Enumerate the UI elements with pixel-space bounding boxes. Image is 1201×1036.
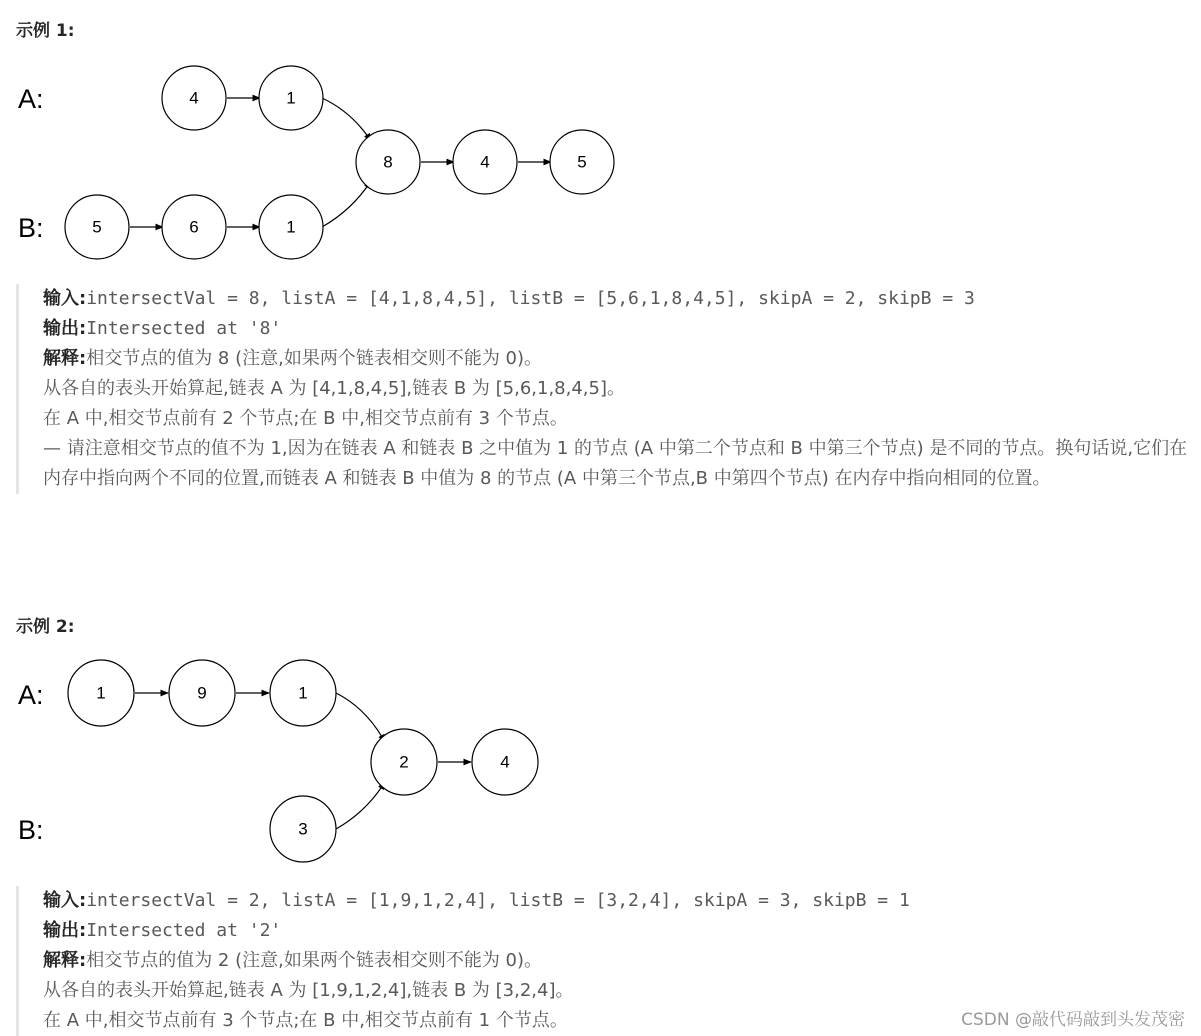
node-value: 8 bbox=[383, 152, 393, 172]
output-label: 输出: bbox=[43, 920, 87, 941]
explain-line: 从各自的表头开始算起,链表 A 为 [1,9,1,2,4],链表 B 为 [3,2,4]。 bbox=[43, 980, 574, 1001]
output-line bbox=[43, 314, 1188, 344]
edge-arrow bbox=[336, 782, 385, 829]
edge-arrow bbox=[336, 693, 385, 742]
example-1-diagram bbox=[0, 60, 640, 270]
input-value: intersectVal = 8, listA = [4,1,8,4,5], listB = [5,6,1,8,4,5], skipA = 2, skipB = 3 bbox=[86, 288, 975, 309]
node-value: 4 bbox=[500, 752, 510, 772]
input-line bbox=[43, 284, 1188, 314]
explain-text: 相交节点的值为 8 (注意,如果两个链表相交则不能为 0)。 bbox=[86, 348, 543, 369]
node-value: 5 bbox=[577, 152, 587, 172]
explain-line: 在 A 中,相交节点前有 3 个节点;在 B 中,相交节点前有 1 个节点。 bbox=[43, 1010, 568, 1031]
example-2-diagram bbox=[0, 655, 640, 865]
explain-line bbox=[43, 946, 1188, 976]
output-value: Intersected at '2' bbox=[86, 920, 282, 941]
list-a-label: A: bbox=[18, 680, 44, 710]
node-value: 3 bbox=[298, 819, 308, 839]
list-node bbox=[270, 796, 336, 862]
node-value: 9 bbox=[197, 683, 207, 703]
node-value: 1 bbox=[96, 683, 106, 703]
list-node bbox=[162, 66, 226, 130]
node-value: 6 bbox=[189, 217, 199, 237]
list-b-label: B: bbox=[18, 213, 44, 243]
node-value: 1 bbox=[286, 217, 296, 237]
intersection-node bbox=[356, 130, 420, 194]
list-node bbox=[65, 195, 129, 259]
output-line bbox=[43, 916, 1188, 946]
input-label: 输入: bbox=[43, 288, 87, 309]
node-value: 4 bbox=[480, 152, 490, 172]
list-node bbox=[259, 195, 323, 259]
node-value: 1 bbox=[286, 88, 296, 108]
explain-line: 在 A 中,相交节点前有 2 个节点;在 B 中,相交节点前有 3 个节点。 bbox=[43, 408, 568, 429]
node-value: 1 bbox=[298, 683, 308, 703]
explain-label: 解释: bbox=[43, 950, 87, 971]
input-line bbox=[43, 886, 1188, 916]
explain-line: — 请注意相交节点的值不为 1,因为在链表 A 和链表 B 之中值为 1 的节点 (A 中第二个节点和 B 中第三个节点) 是不同的节点。换句话说,它们在内存中指向两个不同的位置,而链表 A 和链表 B 中值为 8 的节点 (A 中第三个节点,B 中第四个节点) 在内存中指向相同的位置。 bbox=[43, 438, 1188, 489]
node-value: 4 bbox=[189, 88, 199, 108]
list-node bbox=[162, 195, 226, 259]
explain-line: 从各自的表头开始算起,链表 A 为 [4,1,8,4,5],链表 B 为 [5,6,1,8,4,5]。 bbox=[43, 378, 625, 399]
node-value: 2 bbox=[399, 752, 409, 772]
edge-arrow bbox=[322, 181, 371, 227]
list-b-label: B: bbox=[18, 815, 44, 845]
list-node bbox=[68, 660, 134, 726]
input-label: 输入: bbox=[43, 890, 87, 911]
example-2-heading: 示例 2: bbox=[16, 617, 75, 637]
csdn-watermark: CSDN @敲代码敲到头发茂密 bbox=[961, 1010, 1185, 1030]
list-node bbox=[169, 660, 235, 726]
list-node bbox=[453, 130, 517, 194]
example-1-heading: 示例 1: bbox=[16, 21, 75, 41]
output-label: 输出: bbox=[43, 318, 87, 339]
list-node bbox=[270, 660, 336, 726]
list-a-label: A: bbox=[18, 84, 44, 114]
list-node bbox=[550, 130, 614, 194]
output-value: Intersected at '8' bbox=[86, 318, 282, 339]
example-1-explanation bbox=[16, 284, 1188, 494]
edge-arrow bbox=[322, 98, 371, 141]
explain-label: 解释: bbox=[43, 348, 87, 369]
explain-line bbox=[43, 344, 1188, 374]
intersection-node bbox=[371, 729, 437, 795]
explain-text: 相交节点的值为 2 (注意,如果两个链表相交则不能为 0)。 bbox=[86, 950, 543, 971]
node-value: 5 bbox=[92, 217, 102, 237]
input-value: intersectVal = 2, listA = [1,9,1,2,4], listB = [3,2,4], skipA = 3, skipB = 1 bbox=[86, 890, 910, 911]
list-node bbox=[259, 66, 323, 130]
list-node bbox=[472, 729, 538, 795]
